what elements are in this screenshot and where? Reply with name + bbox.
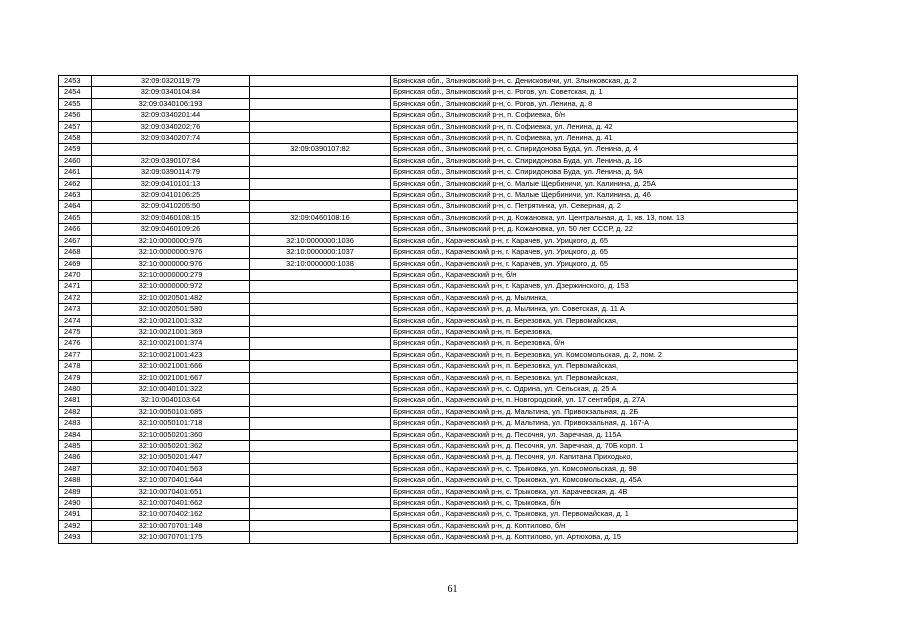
table-row — [59, 258, 798, 269]
cadastral-number-cell: 32:10:0050101:685 — [92, 406, 250, 417]
cadastral-number-cell: 32:10:0021001:369 — [92, 326, 250, 337]
related-cadastral-number-cell — [250, 349, 391, 360]
related-cadastral-number-cell: 32:09:0460108:16 — [250, 212, 391, 223]
row-number-cell: 2455 — [59, 98, 92, 109]
address-cell: Брянская обл., Злынковский р-н, п. Софиевка, ул. Ленина, д. 42 — [391, 121, 798, 132]
address-cell: Брянская обл., Карачевский р-н, д. Песочня, ул. Заречная, д. 70Б корп. 1 — [391, 441, 798, 452]
address-cell: Брянская обл., Злынковский р-н, с. Спиридонова Буда, ул. Ленина, д. 16 — [391, 155, 798, 166]
address-cell: Брянская обл., Карачевский р-н, с. Трыковка, ул. Первомайская, д. 1 — [391, 509, 798, 520]
address-cell: Брянская обл., Карачевский р-н, д. Мылинка, ул. Советская, д. 11 А — [391, 304, 798, 315]
table-row — [59, 498, 798, 509]
related-cadastral-number-cell — [250, 418, 391, 429]
address-cell: Брянская обл., Карачевский р-н, д. Песочня, ул. Капитана Приходько, — [391, 452, 798, 463]
cadastral-number-cell: 32:10:0070402:162 — [92, 509, 250, 520]
cadastral-number-cell: 32:10:0021001:374 — [92, 338, 250, 349]
related-cadastral-number-cell — [250, 475, 391, 486]
related-cadastral-number-cell — [250, 76, 391, 87]
cadastral-number-cell: 32:10:0050201:362 — [92, 441, 250, 452]
related-cadastral-number-cell: 32:10:0000000:1036 — [250, 235, 391, 246]
row-number-cell: 2473 — [59, 304, 92, 315]
table-row — [59, 224, 798, 235]
table-row — [59, 144, 798, 155]
row-number-cell: 2475 — [59, 326, 92, 337]
cadastral-number-cell: 32:10:0000000:976 — [92, 235, 250, 246]
row-number-cell: 2465 — [59, 212, 92, 223]
row-number-cell: 2478 — [59, 361, 92, 372]
row-number-cell: 2462 — [59, 178, 92, 189]
related-cadastral-number-cell — [250, 406, 391, 417]
row-number-cell: 2488 — [59, 475, 92, 486]
address-cell: Брянская обл., Злынковский р-н, с. Петрятинка, ул. Северная, д. 2 — [391, 201, 798, 212]
address-cell: Брянская обл., Злынковский р-н, п. Софиевка, б/н — [391, 110, 798, 121]
cadastral-number-cell: 32:10:0000000:972 — [92, 281, 250, 292]
related-cadastral-number-cell — [250, 98, 391, 109]
table-row — [59, 212, 798, 223]
table-row — [59, 121, 798, 132]
address-cell: Брянская обл., Злынковский р-н, с. Спиридонова Буда, ул. Ленина, д. 4 — [391, 144, 798, 155]
row-number-cell: 2470 — [59, 269, 92, 280]
cadastral-number-cell: 32:10:0040101:322 — [92, 383, 250, 394]
table-row — [59, 463, 798, 474]
row-number-cell: 2477 — [59, 349, 92, 360]
table-row — [59, 349, 798, 360]
address-cell: Брянская обл., Карачевский р-н, д. Мылинка, — [391, 292, 798, 303]
table-row — [59, 201, 798, 212]
cadastral-number-cell: 32:10:0021001:423 — [92, 349, 250, 360]
related-cadastral-number-cell: 32:10:0000000:1037 — [250, 247, 391, 258]
related-cadastral-number-cell — [250, 167, 391, 178]
related-cadastral-number-cell — [250, 155, 391, 166]
related-cadastral-number-cell — [250, 498, 391, 509]
table-row — [59, 532, 798, 543]
table-row — [59, 247, 798, 258]
address-cell: Брянская обл., Карачевский р-н, с. Трыковка, ул. Комсомольская, д. 98 — [391, 463, 798, 474]
cadastral-number-cell: 32:09:0340207:74 — [92, 133, 250, 144]
related-cadastral-number-cell — [250, 486, 391, 497]
address-cell: Брянская обл., Карачевский р-н, д. Коптилово, ул. Артюхова, д. 15 — [391, 532, 798, 543]
related-cadastral-number-cell — [250, 532, 391, 543]
table-row — [59, 509, 798, 520]
address-cell: Брянская обл., Злынковский р-н, с. Малые Щербиничи, ул. Калинина, д. 25А — [391, 178, 798, 189]
cadastral-number-cell: 32:10:0000000:976 — [92, 258, 250, 269]
cadastral-number-cell: 32:10:0070401:644 — [92, 475, 250, 486]
address-cell: Брянская обл., Карачевский р-н, д. Коптилово, б/н — [391, 520, 798, 531]
related-cadastral-number-cell — [250, 383, 391, 394]
row-number-cell: 2486 — [59, 452, 92, 463]
address-cell: Брянская обл., Карачевский р-н, п. Березовка, б/н — [391, 338, 798, 349]
cadastral-number-cell: 32:09:0340202:76 — [92, 121, 250, 132]
related-cadastral-number-cell: 32:10:0000000:1038 — [250, 258, 391, 269]
row-number-cell: 2491 — [59, 509, 92, 520]
table-row — [59, 315, 798, 326]
cadastral-number-cell — [92, 144, 250, 155]
table-row — [59, 269, 798, 280]
address-cell: Брянская обл., Карачевский р-н, г. Карачев, ул. Урицкого, д. 65 — [391, 258, 798, 269]
related-cadastral-number-cell — [250, 292, 391, 303]
related-cadastral-number-cell — [250, 452, 391, 463]
table-row — [59, 281, 798, 292]
address-cell: Брянская обл., Карачевский р-н, г. Карачев, ул. Дзержинского, д. 153 — [391, 281, 798, 292]
related-cadastral-number-cell — [250, 133, 391, 144]
registry-table-body — [59, 76, 798, 544]
row-number-cell: 2479 — [59, 372, 92, 383]
cadastral-number-cell: 32:10:0021001:667 — [92, 372, 250, 383]
row-number-cell: 2484 — [59, 429, 92, 440]
table-row — [59, 361, 798, 372]
address-cell: Брянская обл., Карачевский р-н, д. Песочня, ул. Заречная, д. 115А — [391, 429, 798, 440]
address-cell: Брянская обл., Карачевский р-н, д. Мальтина, ул. Привокзальная, д. 2Б — [391, 406, 798, 417]
related-cadastral-number-cell — [250, 441, 391, 452]
row-number-cell: 2492 — [59, 520, 92, 531]
row-number-cell: 2466 — [59, 224, 92, 235]
row-number-cell: 2460 — [59, 155, 92, 166]
row-number-cell: 2483 — [59, 418, 92, 429]
address-cell: Брянская обл., Злынковский р-н, с. Рогов, ул. Ленина, д. 8 — [391, 98, 798, 109]
related-cadastral-number-cell — [250, 463, 391, 474]
cadastral-number-cell: 32:09:0340201:44 — [92, 110, 250, 121]
address-cell: Брянская обл., Карачевский р-н, д. Мальтина, ул. Привокзальная, д. 167-А — [391, 418, 798, 429]
address-cell: Брянская обл., Карачевский р-н, п. Березовка, ул. Комсомольская, д. 2, пом. 2 — [391, 349, 798, 360]
related-cadastral-number-cell — [250, 395, 391, 406]
row-number-cell: 2463 — [59, 190, 92, 201]
cadastral-number-cell: 32:10:0050101:718 — [92, 418, 250, 429]
table-row — [59, 486, 798, 497]
table-row — [59, 372, 798, 383]
row-number-cell: 2464 — [59, 201, 92, 212]
table-row — [59, 429, 798, 440]
related-cadastral-number-cell — [250, 190, 391, 201]
cadastral-number-cell: 32:10:0020501:580 — [92, 304, 250, 315]
related-cadastral-number-cell — [250, 87, 391, 98]
row-number-cell: 2468 — [59, 247, 92, 258]
row-number-cell: 2456 — [59, 110, 92, 121]
cadastral-number-cell: 32:09:0390107:84 — [92, 155, 250, 166]
row-number-cell: 2472 — [59, 292, 92, 303]
related-cadastral-number-cell — [250, 281, 391, 292]
cadastral-number-cell: 32:10:0070401:662 — [92, 498, 250, 509]
table-row — [59, 452, 798, 463]
table-row — [59, 406, 798, 417]
row-number-cell: 2480 — [59, 383, 92, 394]
related-cadastral-number-cell — [250, 338, 391, 349]
address-cell: Брянская обл., Карачевский р-н, п. Новгородский, ул. 17 сентября, д. 27А — [391, 395, 798, 406]
table-row — [59, 326, 798, 337]
address-cell: Брянская обл., Злынковский р-н, с. Денисковичи, ул. Злынковская, д. 2 — [391, 76, 798, 87]
related-cadastral-number-cell — [250, 224, 391, 235]
row-number-cell: 2458 — [59, 133, 92, 144]
table-row — [59, 520, 798, 531]
table-row — [59, 133, 798, 144]
row-number-cell: 2474 — [59, 315, 92, 326]
row-number-cell: 2461 — [59, 167, 92, 178]
cadastral-number-cell: 32:10:0070401:651 — [92, 486, 250, 497]
address-cell: Брянская обл., Злынковский р-н, д. Кожановка, ул. Центральная, д. 1, кв. 13, пом. 13 — [391, 212, 798, 223]
cadastral-number-cell: 32:10:0000000:279 — [92, 269, 250, 280]
address-cell: Брянская обл., Злынковский р-н, с. Малые Щербиничи, ул. Калинина, д. 46 — [391, 190, 798, 201]
table-row — [59, 475, 798, 486]
table-row — [59, 441, 798, 452]
cadastral-number-cell: 32:09:0410101:13 — [92, 178, 250, 189]
table-row — [59, 167, 798, 178]
row-number-cell: 2482 — [59, 406, 92, 417]
row-number-cell: 2481 — [59, 395, 92, 406]
table-row — [59, 87, 798, 98]
related-cadastral-number-cell — [250, 201, 391, 212]
table-row — [59, 76, 798, 87]
table-row — [59, 418, 798, 429]
cadastral-number-cell: 32:10:0040103:64 — [92, 395, 250, 406]
row-number-cell: 2453 — [59, 76, 92, 87]
related-cadastral-number-cell — [250, 372, 391, 383]
table-row — [59, 155, 798, 166]
address-cell: Брянская обл., Злынковский р-н, д. Кожановка, ул. 50 лет СССР, д. 22 — [391, 224, 798, 235]
cadastral-number-cell: 32:10:0050201:360 — [92, 429, 250, 440]
cadastral-number-cell: 32:10:0020501:482 — [92, 292, 250, 303]
related-cadastral-number-cell — [250, 429, 391, 440]
table-row — [59, 110, 798, 121]
related-cadastral-number-cell — [250, 326, 391, 337]
address-cell: Брянская обл., Карачевский р-н, с. Одрина, ул. Сельская, д. 25 А — [391, 383, 798, 394]
address-cell: Брянская обл., Карачевский р-н, п. Березовка, ул. Первомайская, — [391, 315, 798, 326]
address-cell: Брянская обл., Карачевский р-н, п. Березовка, ул. Первомайская, — [391, 372, 798, 383]
table-row — [59, 235, 798, 246]
address-cell: Брянская обл., Карачевский р-н, б/н — [391, 269, 798, 280]
cadastral-number-cell: 32:10:0070701:148 — [92, 520, 250, 531]
cadastral-number-cell: 32:09:0320119:79 — [92, 76, 250, 87]
cadastral-number-cell: 32:10:0021001:332 — [92, 315, 250, 326]
cadastral-number-cell: 32:09:0410106:25 — [92, 190, 250, 201]
cadastral-number-cell: 32:10:0070401:563 — [92, 463, 250, 474]
related-cadastral-number-cell — [250, 304, 391, 315]
table-row — [59, 383, 798, 394]
related-cadastral-number-cell: 32:09:0390107:82 — [250, 144, 391, 155]
address-cell: Брянская обл., Злынковский р-н, с. Рогов, ул. Советская, д. 1 — [391, 87, 798, 98]
row-number-cell: 2485 — [59, 441, 92, 452]
registry-table — [58, 75, 798, 544]
cadastral-number-cell: 32:09:0410205:50 — [92, 201, 250, 212]
page-number: 61 — [447, 584, 458, 595]
address-cell: Брянская обл., Карачевский р-н, с. Трыковка, б/н — [391, 498, 798, 509]
row-number-cell: 2489 — [59, 486, 92, 497]
row-number-cell: 2476 — [59, 338, 92, 349]
table-row — [59, 395, 798, 406]
address-cell: Брянская обл., Карачевский р-н, п. Березовка, — [391, 326, 798, 337]
row-number-cell: 2459 — [59, 144, 92, 155]
cadastral-number-cell: 32:09:0460109:26 — [92, 224, 250, 235]
table-row — [59, 178, 798, 189]
row-number-cell: 2490 — [59, 498, 92, 509]
related-cadastral-number-cell — [250, 110, 391, 121]
address-cell: Брянская обл., Карачевский р-н, г. Карачев, ул. Урицкого, д. 65 — [391, 247, 798, 258]
row-number-cell: 2457 — [59, 121, 92, 132]
address-cell: Брянская обл., Карачевский р-н, г. Карачев, ул. Урицкого, д. 65 — [391, 235, 798, 246]
cadastral-number-cell: 32:09:0460108:15 — [92, 212, 250, 223]
cadastral-number-cell: 32:10:0050201:447 — [92, 452, 250, 463]
table-row — [59, 292, 798, 303]
cadastral-number-cell: 32:10:0070701:175 — [92, 532, 250, 543]
related-cadastral-number-cell — [250, 509, 391, 520]
row-number-cell: 2454 — [59, 87, 92, 98]
row-number-cell: 2469 — [59, 258, 92, 269]
table-row — [59, 98, 798, 109]
related-cadastral-number-cell — [250, 269, 391, 280]
cadastral-number-cell: 32:10:0021001:666 — [92, 361, 250, 372]
address-cell: Брянская обл., Карачевский р-н, с. Трыковка, ул. Карачевская, д. 4В — [391, 486, 798, 497]
cadastral-number-cell: 32:09:0340106:193 — [92, 98, 250, 109]
row-number-cell: 2471 — [59, 281, 92, 292]
row-number-cell: 2493 — [59, 532, 92, 543]
table-row — [59, 304, 798, 315]
cadastral-number-cell: 32:09:0390114:79 — [92, 167, 250, 178]
table-row — [59, 190, 798, 201]
related-cadastral-number-cell — [250, 178, 391, 189]
row-number-cell: 2467 — [59, 235, 92, 246]
cadastral-number-cell: 32:09:0340104:84 — [92, 87, 250, 98]
table-row — [59, 338, 798, 349]
address-cell: Брянская обл., Карачевский р-н, п. Березовка, ул. Первомайская, — [391, 361, 798, 372]
row-number-cell: 2487 — [59, 463, 92, 474]
related-cadastral-number-cell — [250, 315, 391, 326]
related-cadastral-number-cell — [250, 520, 391, 531]
address-cell: Брянская обл., Карачевский р-н, с. Трыковка, ул. Комсомольская, д. 45А — [391, 475, 798, 486]
related-cadastral-number-cell — [250, 361, 391, 372]
address-cell: Брянская обл., Злынковский р-н, с. Спиридонова Буда, ул. Ленина, д. 9А — [391, 167, 798, 178]
address-cell: Брянская обл., Злынковский р-н, п. Софиевка, ул. Ленина, д. 41 — [391, 133, 798, 144]
related-cadastral-number-cell — [250, 121, 391, 132]
cadastral-number-cell: 32:10:0000000:976 — [92, 247, 250, 258]
